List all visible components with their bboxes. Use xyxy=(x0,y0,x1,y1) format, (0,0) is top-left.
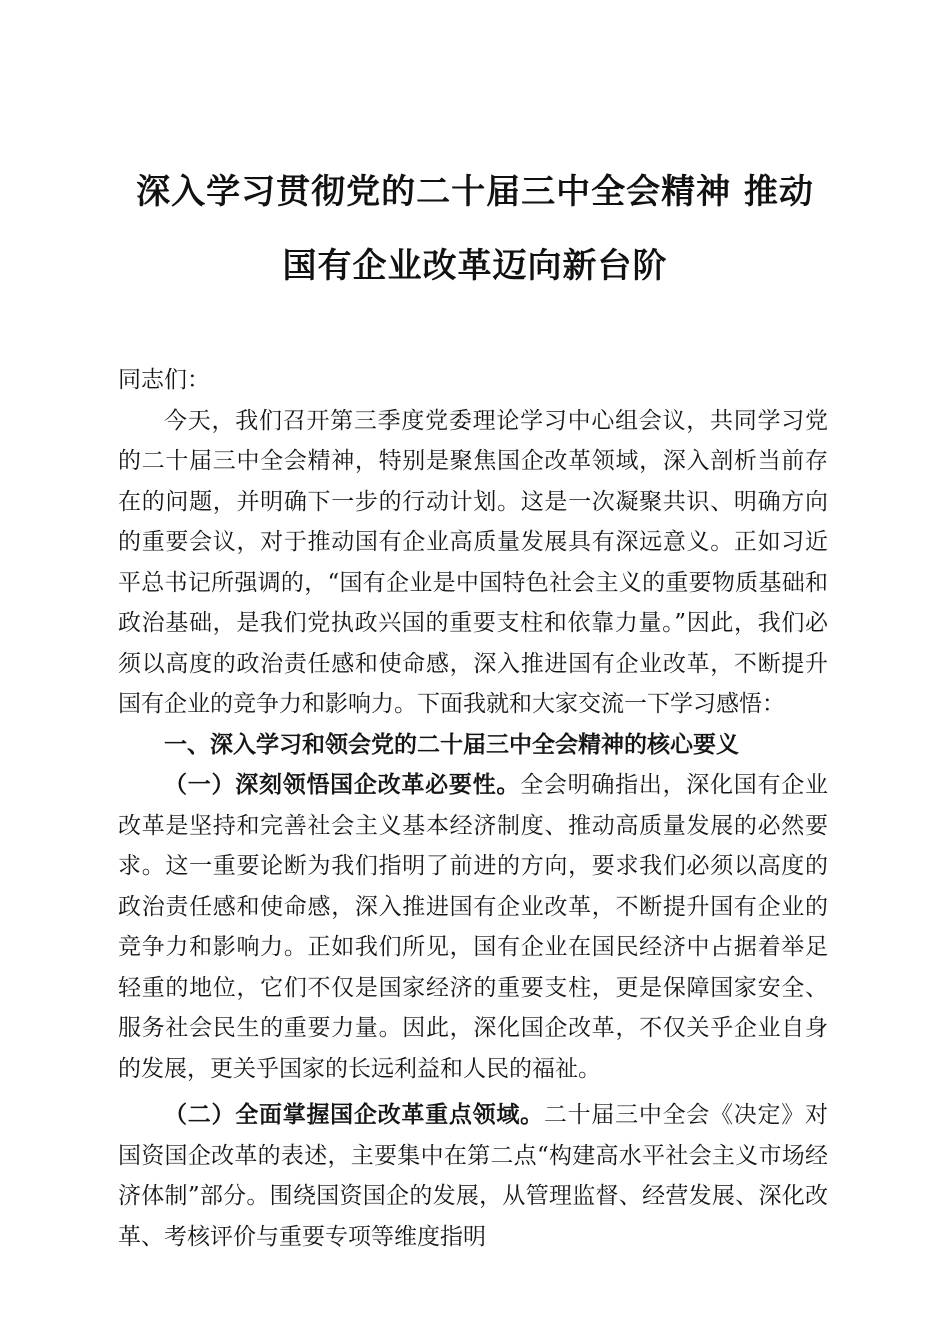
subsection-1-body: 全会明确指出，深化国有企业改革是坚持和完善社会主义基本经济制度、推动高质量发展的必然要求。这一重要论断为我们指明了前进的方向，要求我们必须以高度的政治责任感和使命感，深入推进国有企业改革，不断提升国有企业的竞争力和影响力。正如我们所见，国有企业在国民经济中占据着举足轻重的地位，它们不仅是国家经济的重要支柱，更是保障国家安全、服务社会民生的重要力量。因此，深化国企改革，不仅关乎企业自身的发展，更关乎国家的长远利益和人民的福祉。 xyxy=(118,772,829,1082)
intro-paragraph: 今天，我们召开第三季度党委理论学习中心组会议，共同学习党的二十届三中全会精神，特别是聚焦国企改革领域，深入剖析当前存在的问题，并明确下一步的行动计划。这是一次凝聚共识、明确方向的重要会议，对于推动国有企业高质量发展具有深远意义。正如习近平总书记所强调的，“国有企业是中国特色社会主义的重要物质基础和政治基础，是我们党执政兴国的重要支柱和依靠力量。”因此，我们必须以高度的政治责任感和使命感，深入推进国有企业改革，不断提升国有企业的竞争力和影响力。下面我就和大家交流一下学习感悟： xyxy=(118,407,828,717)
subsection-1-lead: （一）深刻领悟国企改革必要性。 xyxy=(164,771,521,798)
document-body xyxy=(118,360,828,1257)
salutation: 同志们： xyxy=(118,367,210,393)
section-1-heading: 一、深入学习和领会党的二十届三中全会精神的核心要义 xyxy=(164,731,739,758)
subsection-2-paragraph xyxy=(118,1095,828,1257)
subsection-2-body: 二十届三中全会《决定》对国资国企改革的表述，主要集中在第二点“构建高水平社会主义市场经济体制”部分。围绕国资国企的发展，从管理监督、经营发展、深化改革、考核评价与重要专项等维度指明 xyxy=(118,1102,829,1250)
document-title-line-1: 深入学习贯彻党的二十届三中全会精神 推动 xyxy=(136,172,814,212)
subsection-2-lead: （二）全面掌握国企改革重点领域。 xyxy=(164,1101,544,1128)
document-title-line-2: 国有企业改革迈向新台阶 xyxy=(282,246,668,286)
subsection-1-paragraph xyxy=(118,765,828,1089)
